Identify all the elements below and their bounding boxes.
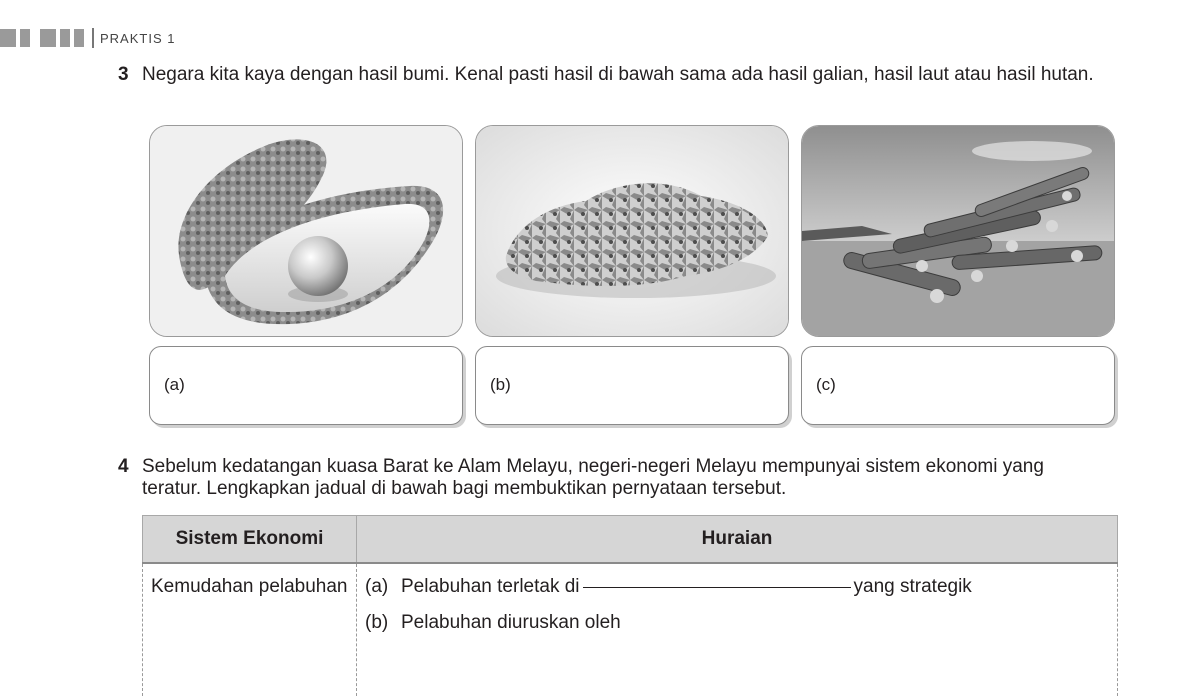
header-decor-bar xyxy=(0,29,16,47)
answer-box-b[interactable] xyxy=(475,346,789,425)
question-4 xyxy=(118,456,1078,500)
answer-box-a[interactable] xyxy=(149,346,463,425)
answer-label-a: (a) xyxy=(164,375,185,394)
system-cell: Kemudahan pelabuhan xyxy=(143,563,357,696)
header-decor-bar xyxy=(40,29,56,47)
item-label: (a) xyxy=(365,576,389,597)
header-decor-bar xyxy=(74,29,84,47)
item-b xyxy=(365,612,1109,648)
question-text: Negara kita kaya dengan hasil bumi. Kenal pasti hasil di bawah sama ada hasil galian, hasil laut atau hasil hutan. xyxy=(142,64,1094,85)
table-header-row xyxy=(143,516,1118,564)
answer-box-c[interactable] xyxy=(801,346,1115,425)
answer-label-c: (c) xyxy=(816,375,836,394)
question-3 xyxy=(118,64,1098,86)
header-decor-bar xyxy=(60,29,70,47)
header-separator xyxy=(92,28,94,48)
answer-label-b: (b) xyxy=(490,375,511,394)
column-header-sistem-ekonomi: Sistem Ekonomi xyxy=(143,516,357,564)
item-label: (b) xyxy=(365,612,389,633)
economic-system-table xyxy=(142,515,1118,696)
fill-in-blank[interactable] xyxy=(583,587,851,588)
item-suffix: yang strategik xyxy=(853,576,972,597)
timber-logs-image xyxy=(801,125,1115,337)
question-text: Sebelum kedatangan kuasa Barat ke Alam Melayu, negeri-negeri Melayu mempunyai sistem ekonomi yang teratur. Lengkapkan jadual di bawah bagi membuktikan pernyataan tersebut. xyxy=(142,456,1044,499)
item-a xyxy=(365,576,1109,612)
question-number: 4 xyxy=(118,456,129,477)
item-text: Pelabuhan terletak di xyxy=(401,576,580,597)
column-header-huraian: Huraian xyxy=(357,516,1118,564)
oyster-pearl-image xyxy=(149,125,463,337)
header-decor-bar xyxy=(20,29,30,47)
section-label: PRAKTIS 1 xyxy=(100,30,176,46)
mineral-nugget-image xyxy=(475,125,789,337)
question-number: 3 xyxy=(118,64,129,85)
page-header xyxy=(0,28,175,48)
item-text: Pelabuhan diuruskan oleh xyxy=(401,612,621,633)
